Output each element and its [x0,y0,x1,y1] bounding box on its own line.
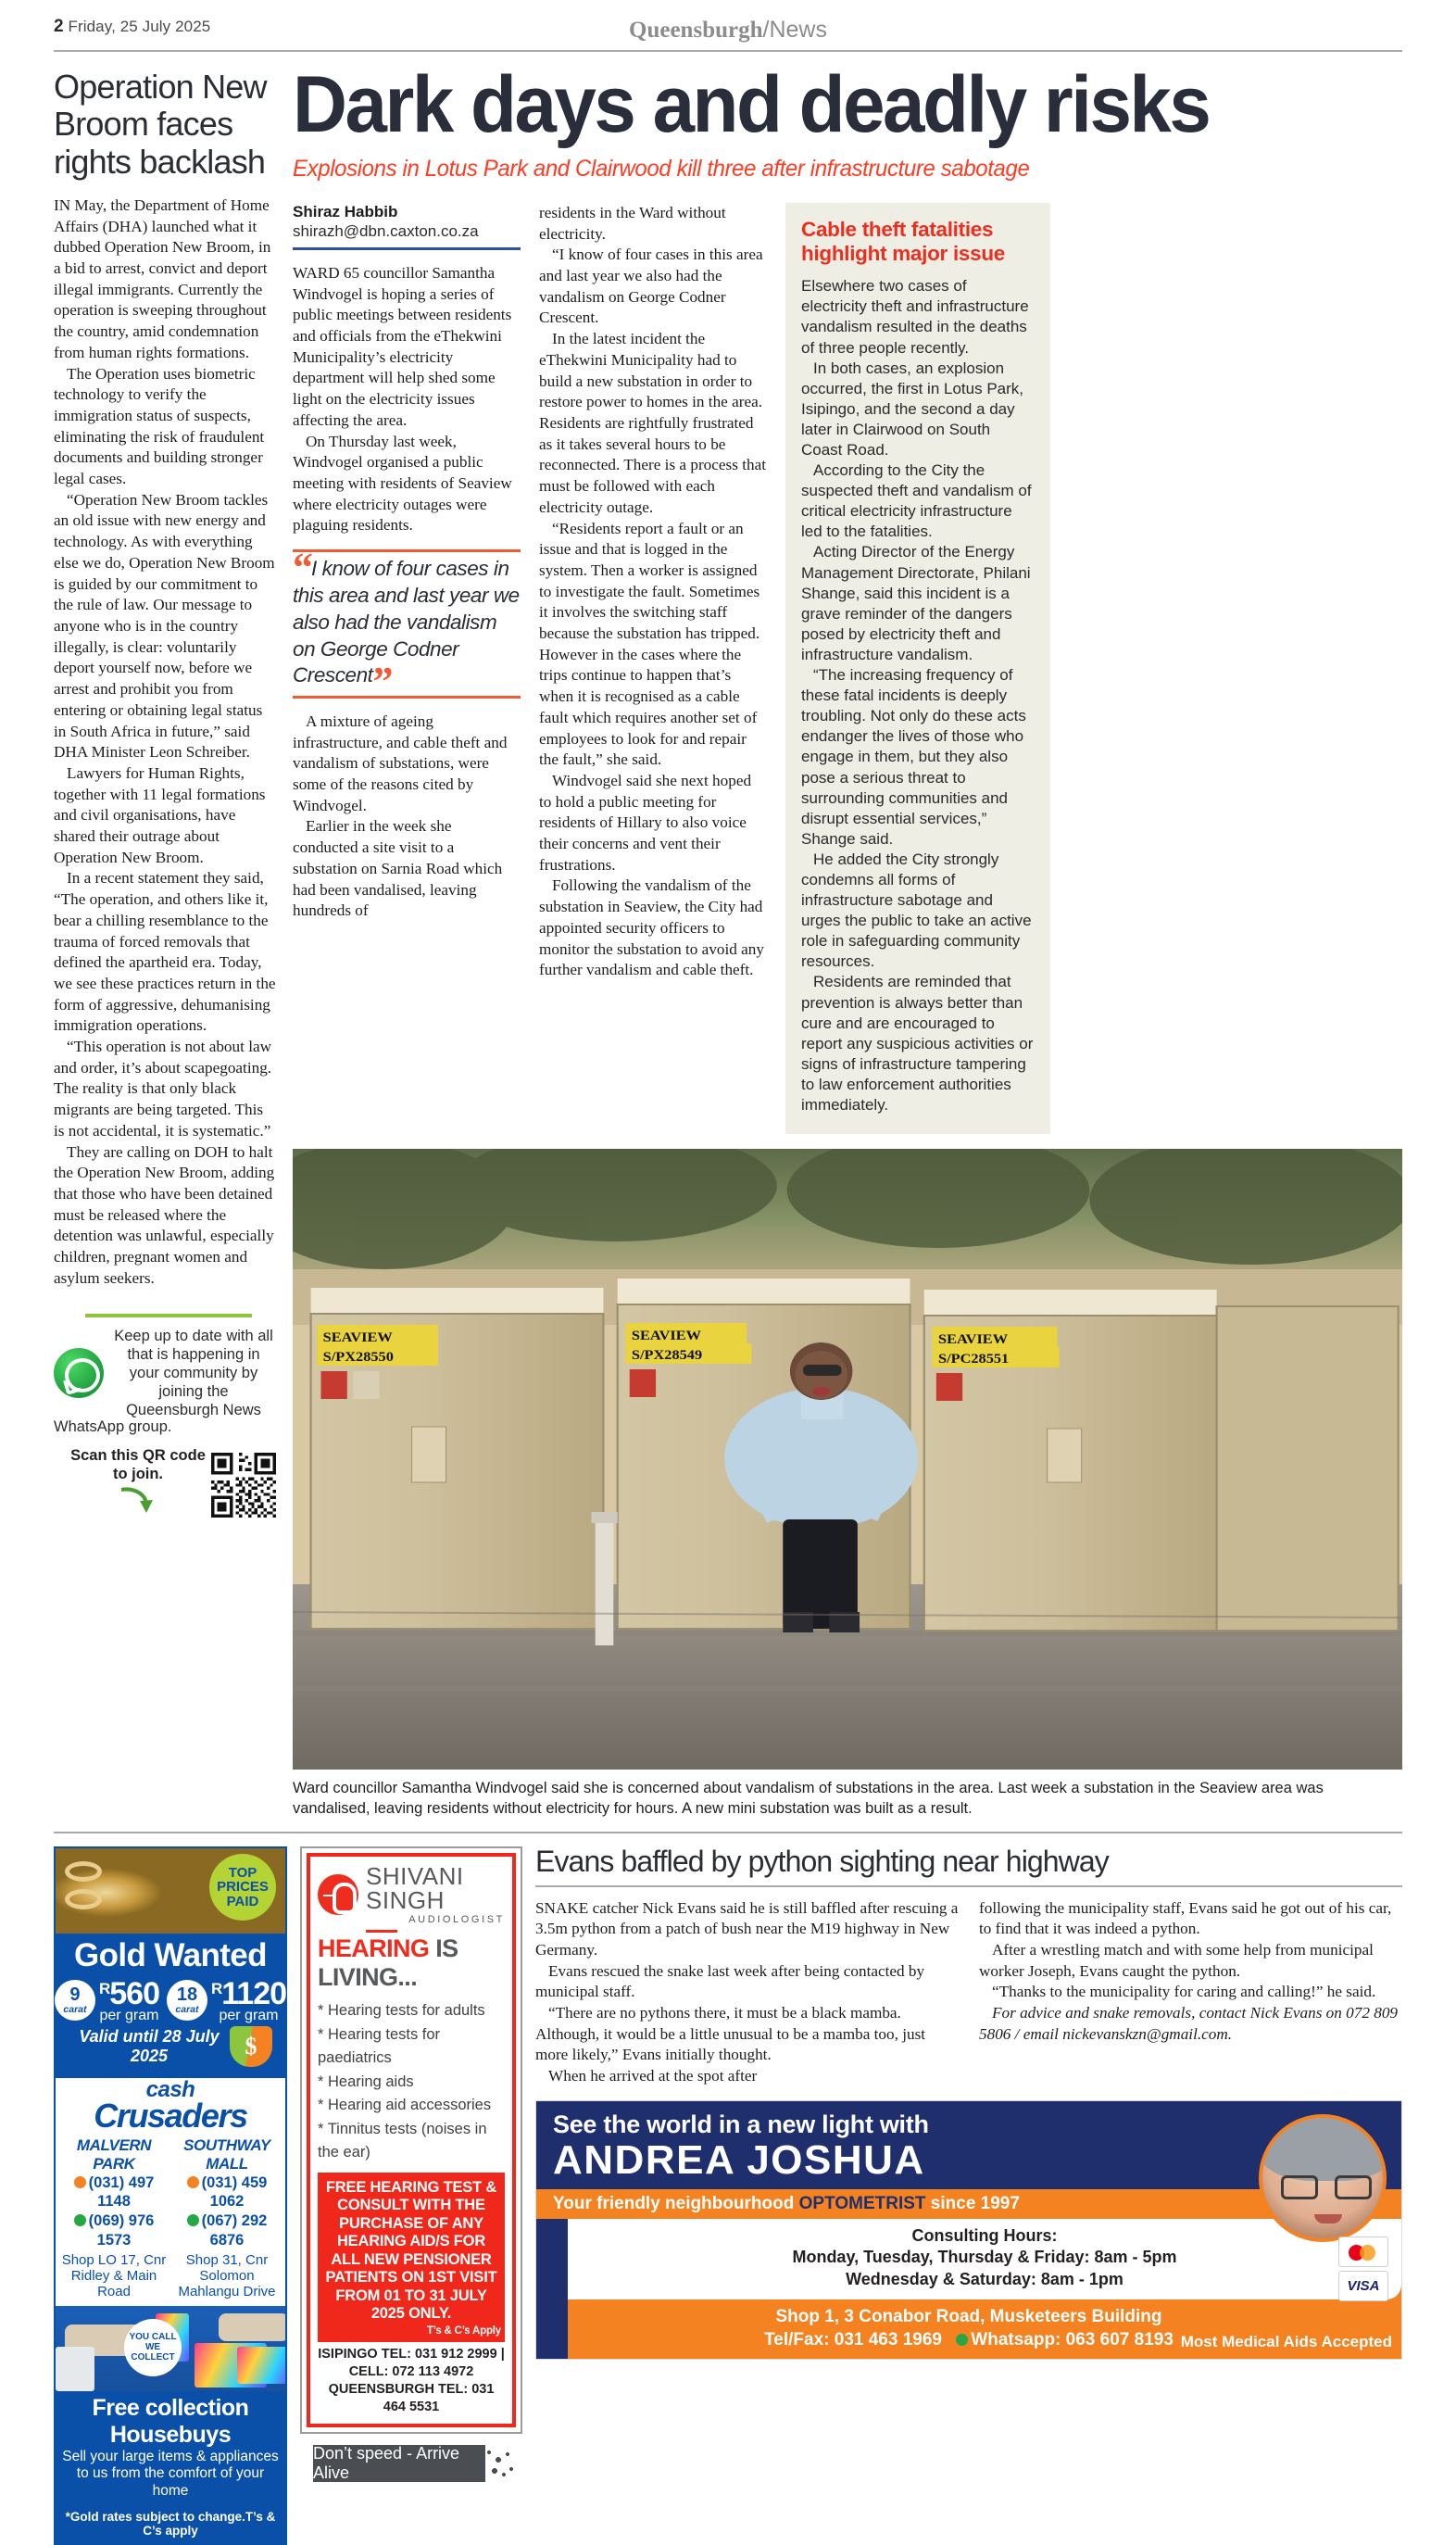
branch-whatsapp[interactable]: (067) 292 6876 [170,2211,283,2250]
optometrist-whatsapp: Whatsapp: 063 607 8193 [971,2330,1174,2350]
quote-open-icon: “ [293,545,311,591]
byline-rule [293,247,521,250]
optometrist-header [536,2101,1401,2189]
branch-southway-mall [170,2136,283,2300]
strip-pre: Your friendly neighbourhood [553,2193,799,2213]
gold-ad-frame [54,1846,287,2545]
quote-close-icon: ” [372,659,392,705]
svg-text:SEAVIEW: SEAVIEW [322,1329,393,1345]
currency-symbol: R [210,1979,222,1997]
pull-quote-text: I know of four cases in this area and last year we also had the vandalism on George Codner Crescent [293,557,520,687]
snake-column-1 [535,1898,959,2087]
story-column-1-body-after [293,712,521,922]
price-9-carat [99,1976,159,2024]
housebuys-text: Sell your large items & appliances to us from the comfort of your home [62,2448,279,2499]
cash-crusaders-shield-icon [230,2026,272,2067]
paragraph: For advice and snake removals, contact Nick Evans on 072 809 5806 / email nickevanskzn@gmail.com. [979,2004,1399,2043]
arrive-alive-banner [300,2445,522,2482]
carat-badge-9 [55,1980,95,2021]
main-story-columns [293,203,1402,1134]
left-story-column [54,69,293,1819]
paragraph: On Thursday last week, Windvogel organised a public meeting with residents of Seaview where electricity outages were plaguing residents. [293,432,512,535]
paragraph: “There are no pythons there, it must be a black mamba. Although, it would be a little unusual to be a mamba too, just more likely,” Evans initially thought. [535,2004,926,2064]
story-column-1-body [293,263,521,536]
gold-ad-body [56,1934,285,2078]
qr-label: Scan this QR code to join. [70,1447,206,1483]
paragraph: Earlier in the week she conducted a site visit to a substation on Sarnia Road which had been vandalised, leaving hundreds of [293,817,503,920]
qr-code-icon[interactable] [211,1453,276,1518]
left-story-body [54,195,276,1290]
substation-photo [293,1149,1402,1770]
photo-caption: Ward councillor Samantha Windvogel said she is concerned about vandalism of substations in the area. Last week a substation in the Seaview area was vandalised, leaving residents without electricity for hours. A new mini substation was built as a result. [293,1780,1324,1817]
whatsapp-row [54,1327,276,1420]
qr-row [54,1447,276,1522]
carat-label: carat [175,2003,199,2015]
qr-label-wrap [70,1447,206,1522]
paragraph: “Residents report a fault or an issue and that is logged in the system. Then a worker is assigned to investigate the fault. Sometimes it involves the switching staff because the substation has tripped. However in the cases where the trips continue to happen that’s when it is recognised as a cable fault which requires another set of employees to look for and repair the fault,” she said. [539,519,760,769]
whatsapp-promo [54,1314,276,1522]
svg-text:S/PX28550: S/PX28550 [322,1349,394,1365]
paragraph: SNAKE catcher Nick Evans said he is still baffled after rescuing a 3.5m python from a patch of bush near the M19 highway in New Germany. [535,1898,959,1959]
paragraph: IN May, the Department of Home Affairs (DHA) launched what it dubbed Operation New Broom, in a bid to arrest, convict and deport illegal immigrants. Currently the operation is sweeping throughout the country, amid condemnation from human rights formations. [54,195,271,361]
issue-date: Friday, 25 July 2025 [68,18,211,35]
snake-column-2-body [979,1898,1402,2046]
section-name: News [769,17,827,43]
hearing-services-list [318,1999,505,2165]
hearing-divider [366,1930,397,1933]
hearing-ad-frame [300,1846,522,2434]
story-column-2-body [539,203,767,981]
slogan-rest: IS LIVING... [318,1934,458,1991]
top-prices-badge: TOP PRICES PAID [209,1854,276,1921]
gold-valid-text: Valid until 28 July 2025 [79,2026,220,2065]
price-amount: 560 [109,1975,159,2011]
whatsapp-divider [85,1314,252,1317]
optometrist-edge [536,2219,568,2359]
snake-column-2 [979,1898,1402,2087]
optometrist-address: Shop 1, 3 Conabor Road, Musketeers Building [775,2307,1162,2327]
svg-text:S/PX28549: S/PX28549 [631,1347,703,1363]
title-separator: / [762,17,770,43]
paragraph: When he arrived at the spot after [548,2067,758,2085]
whatsapp-text-2: WhatsApp group. [54,1418,172,1436]
slogan-highlight: HEARING [318,1934,430,1962]
branch-list [56,2135,285,2306]
down-arrow-icon [70,1486,206,1522]
top-content-area [54,60,1402,1819]
paragraph: “I know of four cases in this area and last year we also had the vandalism on George Codner Crescent. [539,246,763,327]
payment-cards [1338,2236,1388,2301]
section-title [54,17,1402,44]
price-amount: 1120 [221,1975,287,2011]
byline-author: Shiraz Habbib [293,202,398,220]
price-unit: per gram [99,2007,159,2023]
optometrist-hours [568,2219,1401,2299]
you-call-we-collect-badge: YOU CALL WE COLLECT [124,2319,182,2376]
housebuys-title: Free collection Housebuys [92,2394,249,2448]
snake-story-rule [535,1885,1402,1887]
paragraph: “This operation is not about law and order, it’s about scapegoating. The reality is that only black migrants are being targeted. This is not accidental, it is systematic.” [54,1038,272,1140]
list-item: * Tinnitus tests (noises in the ear) [318,2120,487,2161]
brand-crusaders: Crusaders [94,2096,247,2135]
paragraph: “The increasing frequency of these fatal incidents is deeply troubling. Not only do these acts endanger the lives of those who engage in them, but they also pose a serious threat to surrounding communities and disrupt essential services,” Shange said. [801,666,1026,848]
hours-title: Consulting Hours: [911,2225,1058,2245]
optometrist-name: ANDREA JOSHUA [553,2136,925,2183]
svg-text:SEAVIEW: SEAVIEW [631,1328,701,1343]
practice-name: SHIVANI SINGH [366,1861,464,1914]
branch-name: MALVERN PARK [76,2136,152,2173]
glasses-icon [1281,2175,1372,2199]
paragraph: According to the City the suspected theft and vandalism of critical electricity infrastructure led to the fatalities. [801,461,1032,541]
paragraph: In both cases, an explosion occurred, the first in Lotus Park, Isipingo, and the second a day later in Clairwood on South Coast Road. [801,359,1023,459]
branch-malvern-park [57,2136,170,2300]
fact-box [785,203,1050,1134]
practice-subtitle: AUDIOLOGIST [408,1913,505,1925]
branch-whatsapp[interactable]: (069) 976 1573 [57,2211,170,2250]
promo-text: FREE HEARING TEST & CONSULT WITH THE PURCHASE OF ANY HEARING AID/S FOR ALL NEW PENSIONER PATIENTS ON 1ST VISIT FROM 01 TO 31 JULY 2025 ONLY. [325,2178,497,2323]
optometrist-tel: Tel/Fax: 031 463 1969 [764,2330,942,2350]
paragraph: Acting Director of the Energy Management Directorate, Philani Shange, said this incident is a grave reminder of the dangers posed by electricity theft and infrastructure vandalism. [801,543,1031,663]
price-unit: per gram [219,2007,279,2023]
promo-terms: T’s & C’s Apply [426,2325,501,2337]
branch-address: Shop 31, Cnr Solomon Mahlangu Drive [178,2251,276,2300]
paragraph: residents in the Ward without electricity. [539,203,726,243]
page-number: 2 [54,17,64,36]
housebuys-block [56,2391,285,2508]
carat-value: 9 [69,1984,81,2005]
story-column-2 [539,203,767,1134]
optometrist-footer [536,2219,1401,2359]
list-item: * Hearing aid accessories [318,2097,492,2114]
strip-highlight: OPTOMETRIST [798,2193,926,2213]
mastercard-icon [1338,2236,1388,2267]
paragraph: In a recent statement they said, “The operation, and others like it, bear a chilling resemblance to the trauma of forced removals that defined the apartheid era. Today, we see these practices return in the form of aggressive, dehumanising immigration operations. [54,869,276,1035]
svg-text:SEAVIEW: SEAVIEW [938,1331,1009,1347]
whatsapp-icon [956,2334,968,2346]
medical-aids-note: Most Medical Aids Accepted [1180,2332,1392,2350]
hearing-promo-block [318,2173,505,2342]
snake-column-1-body [535,1898,959,2087]
contact-line-1: ISIPINGO TEL: 031 912 2999 | CELL: 072 113 4972 [318,2347,505,2380]
paragraph: Lawyers for Human Rights, together with 11 legal formations and civil organisations, have shared their outrage about Operation New Broom. [54,763,266,866]
whatsapp-icon [54,1348,104,1398]
paragraph: Evans rescued the snake last week after being contacted by municipal staff. [535,1961,925,2001]
price-18-carat [211,1976,286,2024]
list-item: * Hearing aids [318,2073,414,2090]
main-subhead: Explosions in Lotus Park and Clairwood kill three after infrastructure sabotage [293,155,1030,182]
visa-icon: VISA [1338,2271,1388,2301]
fact-box-heading: Cable theft fatalities highlight major issue [801,217,1005,265]
paragraph: The Operation uses biometric technology to verify the immigration status of suspects, eliminating the risk of fraudulent documents and building stronger legal cases. [54,364,265,488]
gold-ad-title: Gold Wanted [74,1936,267,1973]
gold-jewellery-image [56,1848,285,1934]
bottom-right-column [535,1846,1402,2545]
story-column-3 [785,203,1050,1134]
carat-value: 18 [176,1984,198,2005]
main-headline: Dark days and deadly risks [293,60,1210,149]
pull-quote [293,545,521,705]
ad-andrea-joshua[interactable] [535,2100,1402,2360]
hearing-slogan [318,1934,505,1992]
folio [54,17,210,37]
cash-crusaders-wordmark [56,2078,285,2135]
hours-line-2: Wednesday & Saturday: 8am - 1pm [846,2270,1123,2288]
paragraph: following the municipality staff, Evans said he got out of his car, to find that it was indeed a python. [979,1898,1392,1938]
masthead-rule [54,50,1402,52]
ad-cash-crusaders[interactable] [54,1846,287,2545]
paragraph: A mixture of ageing infrastructure, and cable theft and vandalism of substations, were some of the reasons cited by Windvogel. [293,712,508,814]
publication-name: Queensburgh [629,18,763,43]
paragraph: They are calling on DOH to halt the Operation New Broom, adding that those who have been detained must be released where the detention was unlawful, especially children, pregnant women and asylum seekers. [54,1142,275,1287]
appliances-image [56,2306,285,2391]
photo-block [293,1149,1402,1819]
branch-phone[interactable]: (031) 497 1148 [57,2173,170,2212]
story-column-1 [293,203,521,1134]
arrive-alive-text: Don’t speed - Arrive Alive [313,2445,485,2482]
gold-valid-row [63,2024,278,2071]
pull-quote-rule-bottom [293,696,521,699]
list-item: * Hearing tests for paediatrics [318,2025,441,2067]
paragraph: WARD 65 councillor Samantha Windvogel is hoping a series of public meetings between residents and officials from the eThekwini Municipality’s electricity department will help shed some light on the electricity issues affecting the area. [293,263,512,429]
bottom-area [54,1846,1402,2545]
branch-address: Shop LO 17, Cnr Ridley & Main Road [61,2251,167,2300]
paragraph: Residents are reminded that prevention is always better than cure and are encouraged to report any suspicious activities or signs of infrastructure tampering to law enforcement authorities immediately. [801,973,1034,1114]
ad-shivani-singh[interactable] [300,1846,522,2545]
main-story [293,60,1402,1819]
gold-disclaimer: *Gold rates subject to change.T’s & C’s apply [56,2507,285,2543]
paragraph: Windvogel said she next hoped to hold a public meeting for residents of Hillary to also voice their concerns and vent their frustrations. [539,771,752,874]
hair [1259,2114,1387,2181]
currency-symbol: R [98,1979,110,1997]
paragraph: “Thanks to the municipality for caring and calling!” he said. [992,1983,1376,2001]
contact-line-2: QUEENSBURGH TEL: 031 464 5531 [328,2381,495,2414]
paragraph: After a wrestling match and with some help from municipal worker Joseph, Evans caught the python. [979,1940,1374,1980]
whatsapp-icon [187,2214,199,2226]
ear-icon [318,1874,358,1915]
snake-story-columns [535,1898,1402,2087]
masthead [54,0,1402,43]
svg-text:S/PC28551: S/PC28551 [938,1351,1010,1367]
carat-label: carat [63,2003,87,2015]
speed-banner-fragments [483,2447,521,2480]
left-story-headline: Operation New Broom faces rights backlash [54,68,267,181]
byline-email[interactable]: shirazh@dbn.caxton.co.za [293,221,479,240]
whatsapp-text: Keep up to date with all that is happening in your community by joining the Queensburgh News [114,1327,273,1418]
paragraph: He added the City strongly condemns all forms of infrastructure sabotage and urges the public to take an active role in safeguarding community resources. [801,850,1032,971]
bottom-divider [54,1832,1402,1833]
hearing-contact[interactable] [318,2342,505,2415]
mouth [1314,2214,1342,2224]
paragraph: Following the vandalism of the substation in Seaview, the City had appointed security officers to monitor the substation to avoid any further vandalism and cable theft. [539,876,764,979]
whatsapp-icon [74,2214,86,2226]
snake-story-headline: Evans baffled by python sighting near highway [535,1844,1109,1878]
paragraph: Elsewhere two cases of electricity theft and infrastructure vandalism resulted in the deaths of three people recently. [801,277,1029,357]
gold-price-row [63,1975,287,2024]
phone-icon [187,2176,199,2188]
paragraph: “Operation New Broom tackles an old issue with new energy and technology. As with everything else we do, Operation New Broom is guided by our commitment to the rule of law. Our message to anyone who is in the country illegally, is clear: voluntarily deport yourself now, before we arrest and prohibit you from entering or obtaining legal status in South Africa in future,” said DHA Minister Leon Schreiber. [54,490,275,762]
brand-cash: cash [145,2076,195,2102]
hearing-ad-inner [307,1853,516,2427]
hours-line-1: Monday, Tuesday, Thursday & Friday: 8am - 5pm [792,2247,1177,2266]
branch-phone[interactable]: (031) 459 1062 [170,2173,283,2212]
strip-post: since 1997 [925,2193,1020,2213]
optometrist-portrait [1259,2114,1387,2242]
phone-icon [74,2176,86,2188]
optometrist-tagline: See the world in a new light with [553,2110,929,2138]
paragraph: In the latest incident the eThekwini Municipality had to build a new substation in order to restore power to homes in the area. Residents are rightfully frustrated as it takes several hours to be reconnected. There is a process that must be followed with each electricity outage. [539,330,766,516]
carat-badge-18 [167,1980,207,2021]
pull-quote-body [293,545,521,705]
list-item: * Hearing tests for adults [318,2001,485,2019]
branch-name: SOUTHWAY MALL [183,2136,270,2173]
hearing-ad-header [318,1861,505,1925]
